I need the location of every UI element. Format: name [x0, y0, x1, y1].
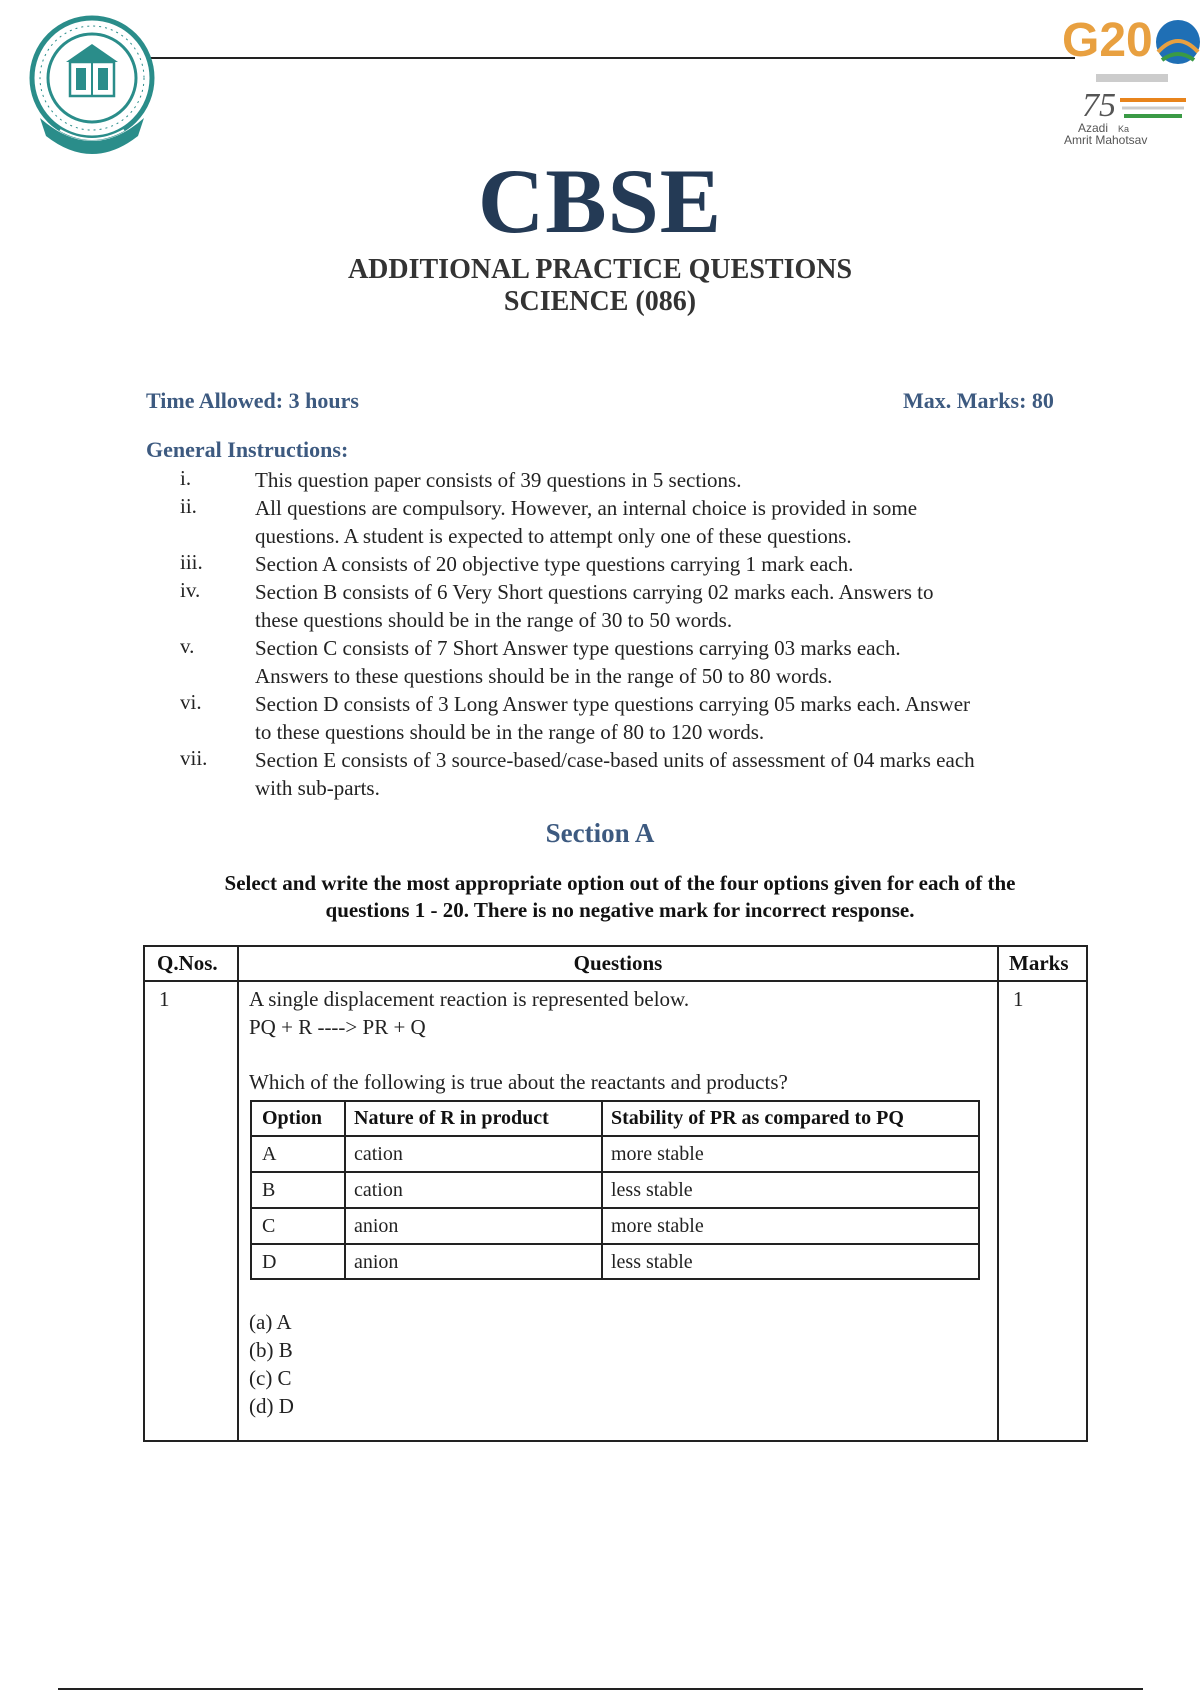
svg-text:75: 75	[1082, 87, 1116, 124]
inner-rule	[252, 1243, 978, 1245]
answer-choice: (c) C	[249, 1366, 292, 1390]
question-table	[143, 945, 1088, 1442]
header-marks: Marks	[1009, 951, 1069, 975]
table-header-rule	[145, 980, 1086, 982]
options-header-stability: Stability of PR as compared to PQ	[611, 1107, 904, 1129]
brand-title: CBSE	[477, 150, 723, 252]
header-rule	[150, 57, 1075, 59]
row-marks: 1	[1013, 987, 1024, 1011]
inner-rule	[252, 1207, 978, 1209]
paper-title: ADDITIONAL PRACTICE QUESTIONS	[347, 254, 853, 285]
option-letter: D	[262, 1251, 277, 1273]
options-header-option: Option	[262, 1107, 323, 1129]
table-divider	[997, 947, 999, 1440]
max-marks: Max. Marks: 80	[903, 388, 1054, 413]
instruction-item: Section D consists of 3 Long Answer type questions carrying 05 marks each. Answer to these questions should be in the range of 80 to 120 words.	[255, 692, 971, 744]
instruction-item: Section E consists of 3 source-based/case-based units of assessment of 04 marks each with sub-parts.	[255, 748, 975, 800]
option-stability: less stable	[611, 1179, 693, 1201]
section-a-note: Select and write the most appropriate option out of the four options given for each of the questions 1 - 20. There is no negative mark for incorrect response.	[224, 871, 1016, 922]
instruction-number: vi.	[180, 690, 202, 714]
instruction-item: Section A consists of 20 objective type questions carrying 1 mark each.	[255, 552, 854, 576]
option-stability: more stable	[611, 1215, 704, 1237]
header-questions: Questions	[573, 951, 663, 975]
instruction-number: vii.	[180, 746, 208, 770]
instruction-item: Section C consists of 7 Short Answer type questions carrying 03 marks each. Answers to these questions should be in the range of 50 to 80 words.	[255, 636, 901, 688]
options-table	[250, 1100, 980, 1280]
cbse-seal-logo	[26, 14, 158, 164]
inner-divider	[344, 1102, 346, 1278]
footer-rule	[58, 1688, 1143, 1690]
amrit-logo-text: Amrit Mahotsav	[1064, 133, 1148, 147]
question-text: A single displacement reaction is represented below.	[249, 987, 690, 1011]
section-a-title: Section A	[545, 818, 655, 848]
paper-subject: SCIENCE (086)	[503, 286, 697, 317]
option-stability: less stable	[611, 1251, 693, 1273]
inner-rule	[252, 1135, 978, 1137]
instruction-number: iii.	[180, 550, 203, 574]
option-letter: C	[262, 1215, 276, 1237]
answer-choice: (d) D	[249, 1394, 294, 1418]
g20-logo-text: G20	[1062, 14, 1153, 67]
answer-choice: (a) A	[249, 1310, 292, 1334]
time-allowed: Time Allowed: 3 hours	[146, 388, 359, 413]
inner-rule	[252, 1171, 978, 1173]
instruction-number: ii.	[180, 494, 197, 518]
instruction-number: i.	[180, 466, 192, 490]
g20-azadi-logo	[1060, 8, 1200, 148]
header-qno: Q.Nos.	[157, 951, 218, 975]
option-nature: cation	[354, 1143, 403, 1165]
inner-divider	[601, 1102, 603, 1278]
option-letter: B	[262, 1179, 276, 1201]
ka-logo-text: Ka	[1118, 124, 1130, 134]
table-divider	[237, 947, 239, 1440]
instruction-number: iv.	[180, 578, 201, 602]
option-nature: anion	[354, 1251, 399, 1273]
question-equation: PQ + R ----> PR + Q	[249, 1015, 426, 1039]
instructions-heading: General Instructions:	[146, 437, 349, 462]
option-nature: anion	[354, 1215, 399, 1237]
answer-choice: (b) B	[249, 1338, 293, 1362]
question-prompt: Which of the following is true about the reactants and products?	[249, 1070, 788, 1094]
instruction-item: Section B consists of 6 Very Short questions carrying 02 marks each. Answers to these questions should be in the range of 30 to 50 words.	[255, 580, 934, 632]
option-nature: cation	[354, 1179, 403, 1201]
instruction-item: This question paper consists of 39 questions in 5 sections.	[255, 468, 742, 492]
options-header-nature: Nature of R in product	[354, 1107, 549, 1129]
instruction-item: All questions are compulsory. However, an internal choice is provided in some questions. A student is expected to attempt only one of these questions.	[255, 496, 918, 548]
azadi-logo-text: Azadi	[1078, 121, 1109, 135]
row-qno: 1	[159, 987, 170, 1011]
instruction-number: v.	[180, 634, 195, 658]
option-letter: A	[262, 1143, 277, 1165]
option-stability: more stable	[611, 1143, 704, 1165]
